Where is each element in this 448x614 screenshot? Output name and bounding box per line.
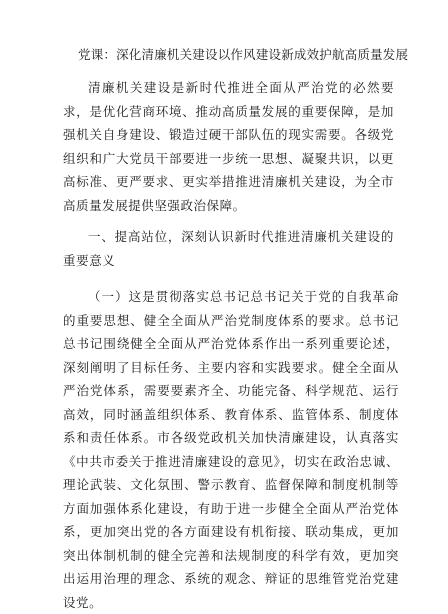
section-heading: 一、提高站位，深刻认识新时代推进清廉机关建设的重要意义 xyxy=(63,229,394,268)
body-paragraph: （一）这是贯彻落实总书记总书记关于党的自我革命的重要思想、健全全面从严治党制度体系的要求。总书记总书记围绕健全全面从严治党体系作出一系列重要论述，深刻阐明了目标任务、主要内容和实践要求。健全全面从严治党体系，需要要素齐全、功能完备、科学规范、运行高效，同时涵盖组织体系、教育体系、监管体系、制度体系和责任体系。市各级党政机关加快清廉建设，认真落实《中共市委关于推进清廉建设的意见》，切实在政治忠诚、理论武装、文化氛围、警示教育、监督保障和制度机制等方面加强体系化建设，有助于进一步健全全面从严治党体系，更加突出党的各方面建设有机衔接、联动集成，更加突出体制机制的健全完善和法规制度的科学有效，更加突出运用治理的理念、系统的观念、辩证的思维管党治党建设党。 xyxy=(63,289,399,610)
document-title: 党课：深化清廉机关建设以作风建设新成效护航高质量发展 xyxy=(78,47,409,62)
intro-paragraph: 清廉机关建设是新时代推进全面从严治党的必然要求，是优化营商环境、推动高质量发展的重要保障，是加强机关自身建设、锻造过硬干部队伍的现实需要。各级党组织和广大党员干部要进一步统一思想、凝聚共识，以更高标准、更严要求、更实举措推进清廉机关建设，为全市高质量发展提供坚强政治保障。 xyxy=(63,80,394,213)
